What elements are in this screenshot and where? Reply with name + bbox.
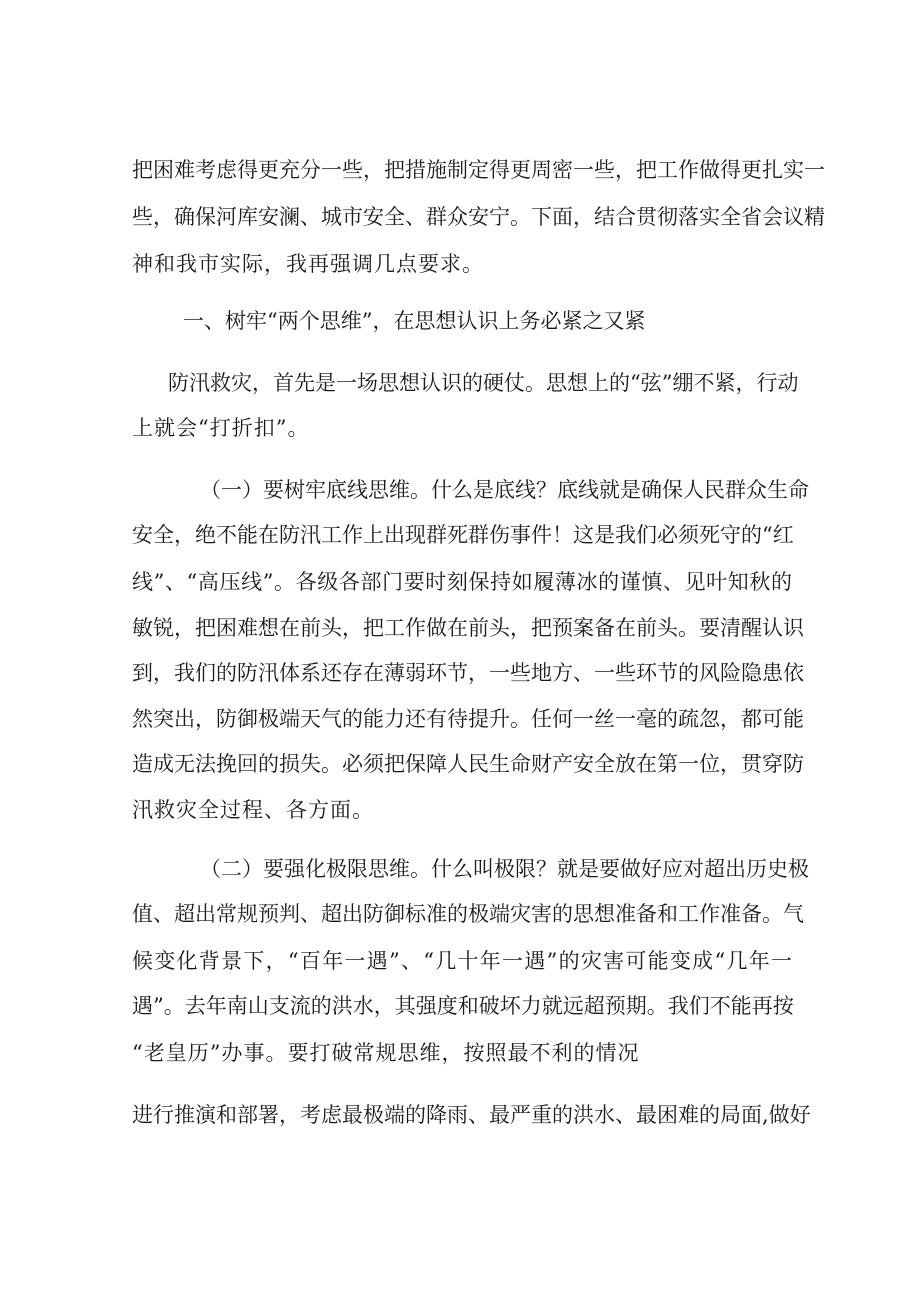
paragraph-line: 神和我市实际，我再强调几点要求。 [132, 252, 484, 276]
paragraph-line: 进行推演和部署，考虑最极端的降雨、最严重的洪水、最困难的局面,做好 [132, 1103, 811, 1127]
paragraph-line: 然突出，防御极端天气的能力还有待提升。任何一丝一毫的疏忽，都可能 [132, 707, 804, 731]
paragraph-line: 值、超出常规预判、超出防御标准的极端灾害的思想准备和工作准备。气 [132, 902, 804, 926]
paragraph-line: “老皇历”办事。要打破常规思维，按照最不利的情况 [132, 1041, 640, 1065]
paragraph-line: 到，我们的防汛体系还存在薄弱环节，一些地方、一些环节的风险隐患依 [132, 661, 804, 685]
paragraph-line: 遇”。去年南山支流的洪水，其强度和破坏力就远超预期。我们不能再按 [132, 994, 794, 1018]
paragraph-line: 敏锐，把困难想在前头，把工作做在前头，把预案备在前头。要清醒认识 [132, 616, 804, 640]
paragraph-line: 线”、“高压线”。各级各部门要时刻保持如履薄冰的谨慎、见叶知秋的 [132, 570, 792, 594]
paragraph-line: 上就会“打折扣”。 [132, 416, 310, 440]
paragraph-line: 把困难考虑得更充分一些，把措施制定得更周密一些，把工作做得更扎实一 [132, 158, 825, 182]
paragraph-line: （二）要强化极限思维。什么叫极限？就是要做好应对超出历史极 [200, 857, 809, 881]
paragraph-line: 防汛救灾，首先是一场思想认识的硬仗。思想上的“弦”绷不紧，行动 [168, 371, 799, 395]
paragraph-line: 安全，绝不能在防汛工作上出现群死群伤事件！这是我们必须死守的“红 [132, 523, 794, 547]
paragraph-line: 些，确保河库安澜、城市安全、群众安宁。下面，结合贯彻落实全省会议精 [132, 205, 825, 229]
paragraph-line: （一）要树牢底线思维。什么是底线？底线就是确保人民群众生命 [200, 478, 809, 502]
section-heading: 一、树牢“两个思维”，在思想认识上务必紧之又紧 [183, 309, 646, 333]
paragraph-line: 造成无法挽回的损失。必须把保障人民生命财产安全放在第一位，贯穿防 [132, 752, 804, 776]
paragraph-line: 候变化背景下，“百年一遇”、“几十年一遇”的灾害可能变成“几年一 [132, 949, 792, 973]
paragraph-line: 汛救灾全过程、各方面。 [132, 798, 374, 822]
